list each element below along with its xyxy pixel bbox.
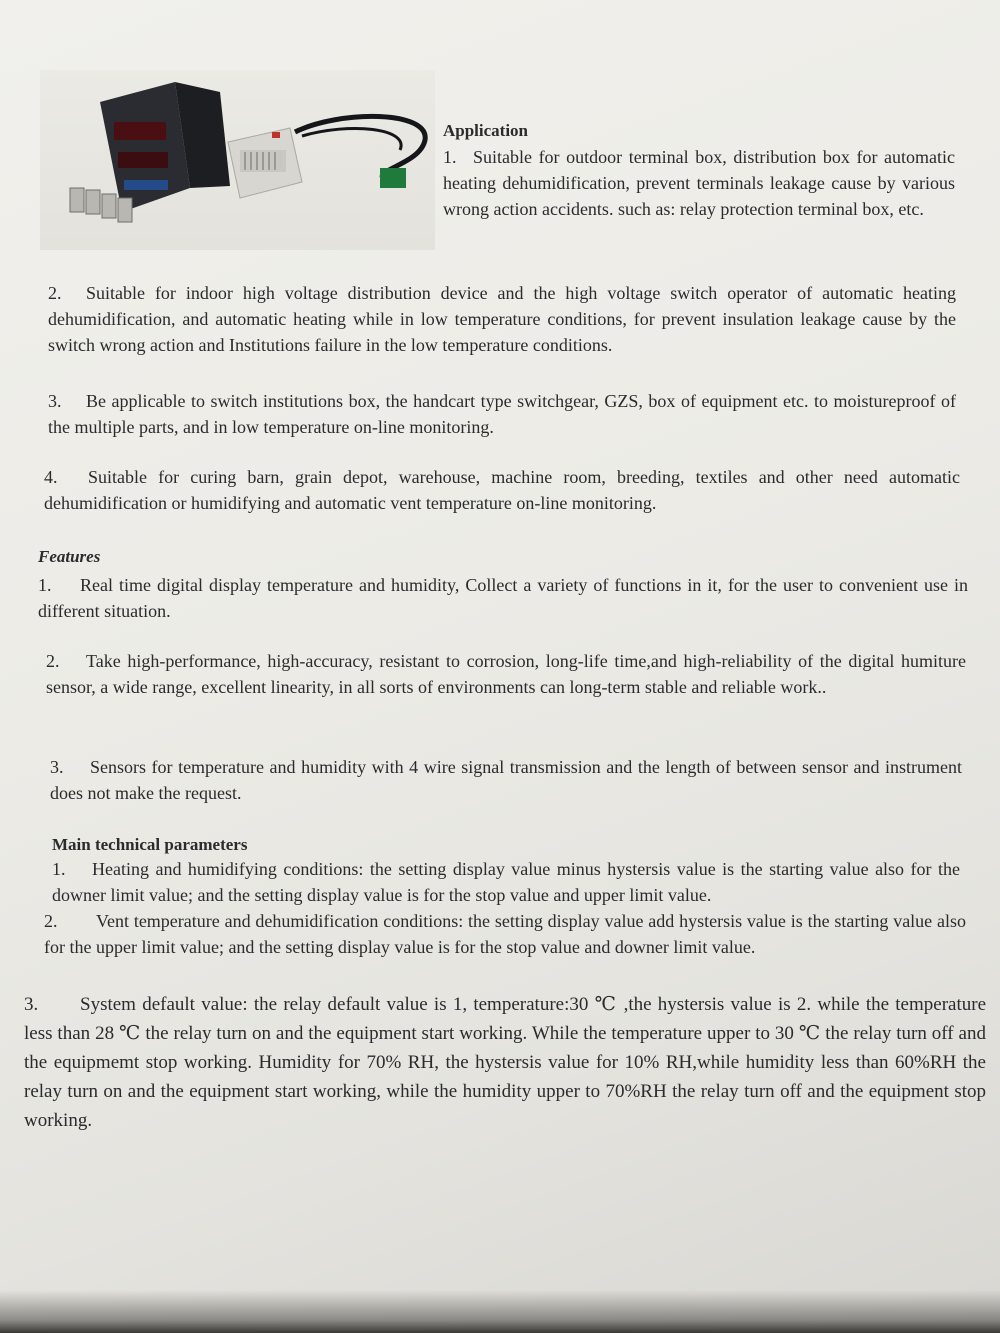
item-text: Suitable for outdoor terminal box, distribution box for automatic heating dehumidification, prevent terminals leakage cause by various wrong action accidents. such as: relay protection terminal box, etc. [443, 147, 955, 219]
parameters-item-2 [44, 908, 966, 960]
item-text: Suitable for indoor high voltage distribution device and the high voltage switch operator of automatic heating dehumidification, and automatic heating while in low temperature conditions, for prevent insulation leakage cause by the switch wrong action and Institutions failure in the low temperature conditions. [48, 283, 956, 355]
item-text: Be applicable to switch institutions box, the handcart type switchgear, GZS, box of equipment etc. to moistureproof of the multiple parts, and in low temperature on-line monitoring. [48, 391, 956, 437]
item-text: Take high-performance, high-accuracy, resistant to corrosion, long-life time,and high-reliability of the digital humiture sensor, a wide range, excellent linearity, in all sorts of environments can long-term stable and reliable work.. [46, 651, 966, 697]
parameters-item-3 [24, 990, 986, 1135]
application-heading: Application [443, 121, 529, 140]
item-number: 1. [52, 859, 66, 879]
item-number: 3. [48, 391, 62, 411]
parameters-heading: Main technical parameters [52, 835, 248, 854]
item-text: Vent temperature and dehumidification conditions: the setting display value add hystersis value is the starting value also for the upper limit value; and the setting display value is for the stop value and downer limit value. [44, 911, 966, 957]
features-item-1 [38, 572, 968, 624]
application-section [443, 118, 955, 222]
bottom-shadow [0, 1290, 1000, 1333]
application-item-1 [443, 144, 955, 222]
application-item-2 [48, 280, 956, 358]
parameters-section [52, 832, 962, 858]
item-text: Real time digital display temperature and humidity, Collect a variety of functions in it, for the user to convenient use in different situation. [38, 575, 968, 621]
item-number: 2. [46, 651, 60, 671]
item-text: Heating and humidifying conditions: the setting display value minus hystersis value is the starting value also for the downer limit value; and the setting display value is for the stop value and upper limit value. [52, 859, 960, 905]
item-text: Suitable for curing barn, grain depot, warehouse, machine room, breeding, textiles and other need automatic dehumidification or humidifying and automatic vent temperature on-line monitoring. [44, 467, 960, 513]
item-number: 1. [38, 575, 52, 595]
application-item-3 [48, 388, 956, 440]
item-text: Sensors for temperature and humidity with 4 wire signal transmission and the length of between sensor and instrument does not make the request. [50, 757, 962, 803]
item-number: 1. [443, 147, 457, 167]
item-number: 2. [44, 911, 58, 931]
item-number: 2. [48, 283, 62, 303]
parameters-item-1 [52, 856, 960, 908]
features-item-3 [50, 754, 962, 806]
application-item-4 [44, 464, 960, 516]
product-photo [40, 70, 435, 250]
features-item-2 [46, 648, 966, 700]
features-heading: Features [38, 547, 101, 566]
item-text: System default value: the relay default value is 1, temperature:30 ℃ ,the hystersis value is 2. while the temperature less than 28 ℃ the relay turn on and the equipment start working. While the temperature upper to 30 ℃ the relay turn off and the equipmemt stop working. Humidity for 70% RH, the hystersis value for 10% RH,while humidity less than 60%RH the relay turn on and the equipment start working, while the humidity upper to 70%RH the relay turn off and the equipment stop working. [24, 994, 986, 1131]
product-illustration [40, 70, 435, 250]
features-section [38, 544, 968, 624]
item-number: 3. [24, 994, 39, 1015]
item-number: 3. [50, 757, 64, 777]
item-number: 4. [44, 467, 58, 487]
